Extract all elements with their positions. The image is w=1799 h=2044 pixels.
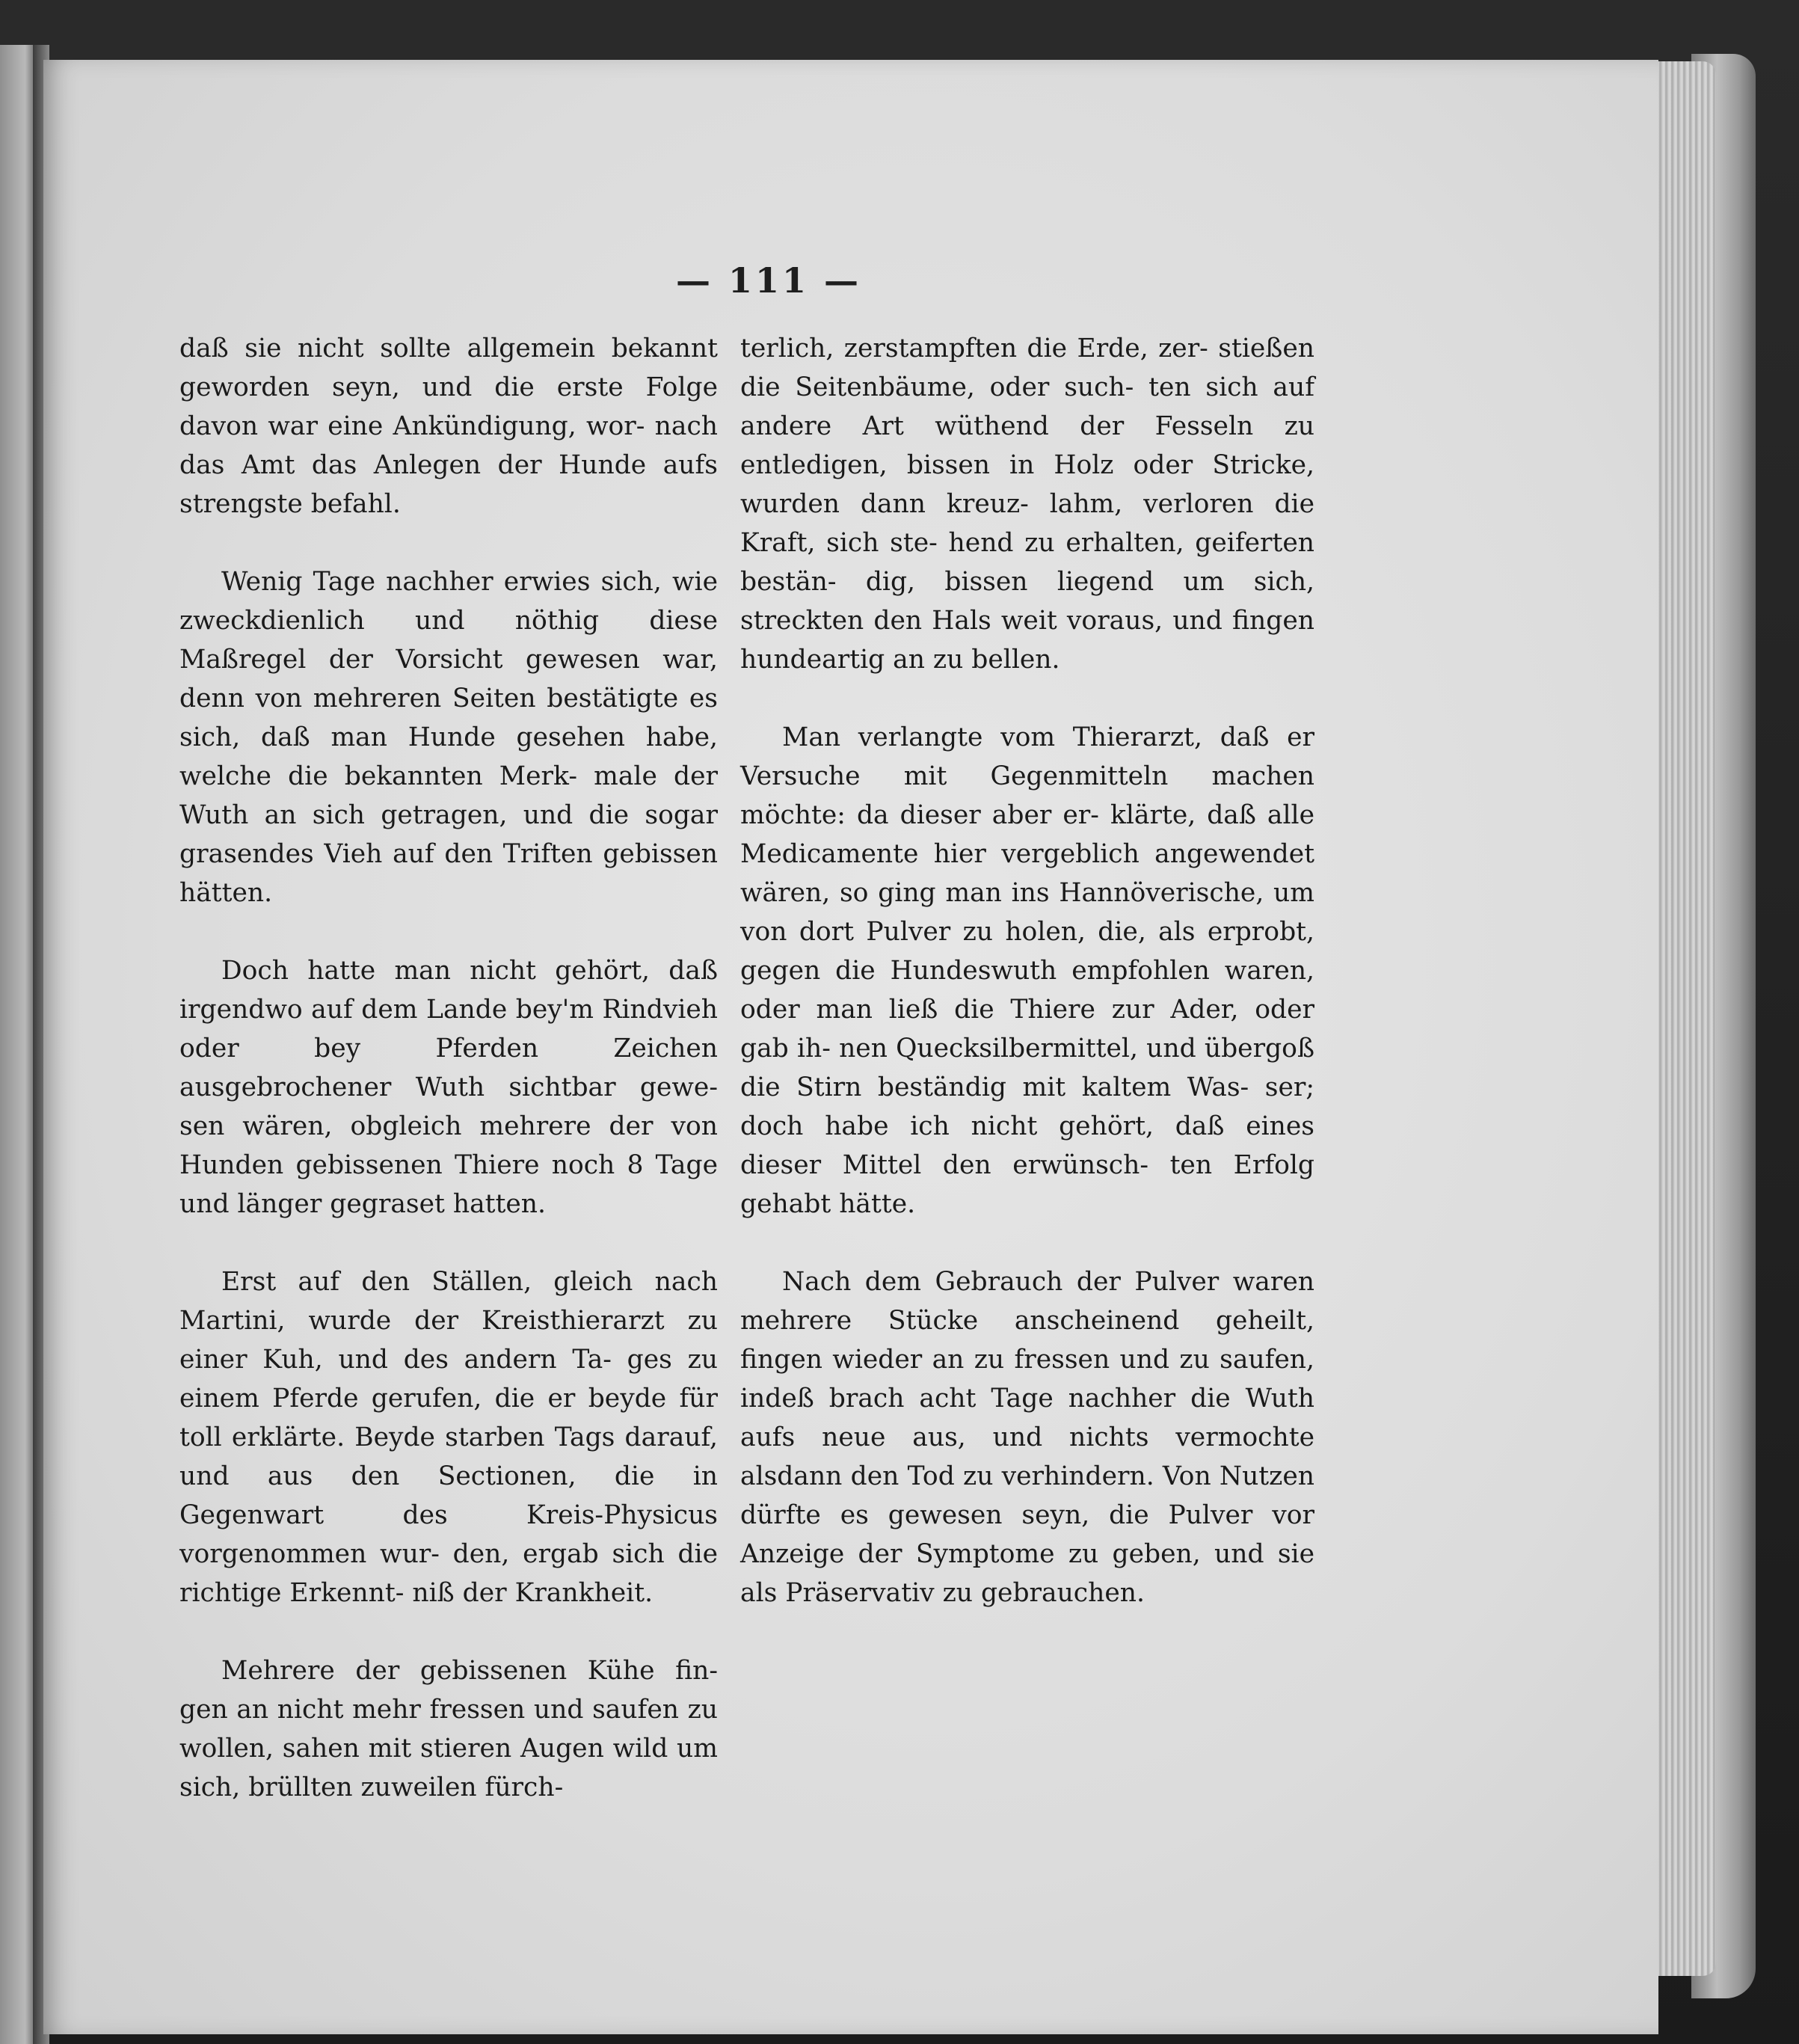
left-text-column <box>179 329 718 1846</box>
paragraph: Erst auf den Ställen, gleich nach Martini, wurde der Kreisthierarzt zu einer Kuh, und des andern Ta- ges zu einem Pferde gerufen, die er beyde für toll erklärte. Beyde starben Tags darauf, und aus den Sectionen, die in Gegenwart des Kreis-Physicus vorgenommen wur- den, ergab sich die richtige Erkennt- niß der Krankheit. <box>179 1267 718 1608</box>
right-text-column <box>740 329 1314 1651</box>
page-number: — 111 — <box>675 260 862 301</box>
paragraph: Man verlangte vom Thierarzt, daß er Versuche mit Gegenmitteln machen möchte: da dieser aber er- klärte, daß alle Medicamente hier vergeblich angewendet wären, so ging man ins Hannöverische, um von dort Pulver zu holen, die, als erprobt, gegen die Hundeswuth empfohlen waren, oder man ließ die Thiere zur Ader, oder gab ih- nen Quecksilbermittel, und übergoß die Stirn beständig mit kaltem Was- ser; doch habe ich nicht gehört, daß eines dieser Mittel den erwünsch- ten Erfolg gehabt hätte. <box>740 722 1314 1219</box>
paragraph: Doch hatte man nicht gehört, daß irgendwo auf dem Lande bey'm Rindvieh oder bey Pferden Zeichen ausgebrochener Wuth sichtbar gewe- sen wären, obgleich mehrere der von Hunden gebissenen Thiere noch 8 Tage und länger gegraset hatten. <box>179 956 718 1219</box>
paragraph: daß sie nicht sollte allgemein bekannt geworden seyn, und die erste Folge davon war eine Ankündigung, wor- nach das Amt das Anlegen der Hunde aufs strengste befahl. <box>179 334 718 519</box>
paragraph: Mehrere der gebissenen Kühe fin- gen an nicht mehr fressen und saufen zu wollen, sahen mit stieren Augen wild um sich, brüllten zuweilen fürch- <box>179 1656 718 1802</box>
previous-page-sliver <box>0 45 36 2044</box>
book-page <box>43 60 1658 2034</box>
paragraph: Nach dem Gebrauch der Pulver waren mehrere Stücke anscheinend geheilt, fingen wieder an zu fressen und zu saufen, indeß brach acht Tage nachher die Wuth aufs neue aus, und nichts vermochte alsdann den Tod zu verhindern. Von Nutzen dürfte es gewesen seyn, die Pulver vor Anzeige der Symptome zu geben, und sie als Präservativ zu gebrauchen. <box>740 1267 1314 1608</box>
paragraph: terlich, zerstampften die Erde, zer- stießen die Seitenbäume, oder such- ten sich auf andere Art wüthend der Fesseln zu entledigen, bissen in Holz oder Stricke, wurden dann kreuz- lahm, verloren die Kraft, sich ste- hend zu erhalten, geiferten bestän- dig, bissen liegend um sich, streckten den Hals weit voraus, und fingen hundeartig an zu bellen. <box>740 334 1314 675</box>
paragraph: Wenig Tage nachher erwies sich, wie zweckdienlich und nöthig diese Maßregel der Vorsicht gewesen war, denn von mehreren Seiten bestätigte es sich, daß man Hunde gesehen habe, welche die bekannten Merk- male der Wuth an sich getragen, und die sogar grasendes Vieh auf den Triften gebissen hätten. <box>179 567 718 908</box>
